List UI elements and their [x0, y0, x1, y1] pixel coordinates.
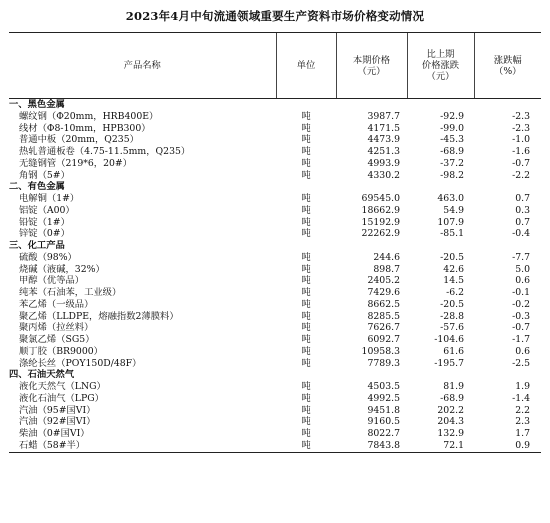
empty-cell	[276, 369, 336, 381]
table-row	[9, 134, 541, 146]
product-name-cell: 普通中板（20mm，Q235）	[19, 134, 139, 146]
unit-cell: 吨	[301, 134, 311, 146]
percent-cell: -1.7	[512, 334, 530, 345]
change-cell: -99.0	[440, 122, 464, 134]
product-name-cell: 柴油（0#国VI）	[19, 428, 90, 439]
percent-cell: 0.3	[515, 204, 530, 216]
empty-cell	[474, 369, 541, 381]
price-cell: 3987.7	[367, 110, 400, 122]
price-cell: 4251.3	[367, 146, 400, 157]
product-name-cell: 线材（Φ8-10mm，HPB300）	[19, 122, 151, 134]
product-name-cell: 甲醇（优等品）	[19, 275, 85, 287]
product-name-cell: 纯苯（石油苯，工业级）	[19, 287, 122, 298]
table-row	[9, 405, 541, 417]
percent-cell: -1.0	[512, 134, 530, 146]
table-header	[9, 33, 541, 99]
percent-cell: 1.7	[515, 428, 530, 439]
unit-cell: 吨	[301, 275, 311, 287]
unit-cell: 吨	[301, 146, 311, 157]
price-cell: 4503.5	[367, 381, 400, 392]
table-row	[9, 287, 541, 299]
percent-cell: 1.9	[515, 381, 530, 392]
product-name-cell: 液化天然气（LNG）	[19, 381, 106, 392]
percent-cell: -0.7	[512, 322, 530, 334]
price-cell: 9160.5	[367, 416, 400, 428]
table-row	[9, 252, 541, 264]
percent-cell: -2.5	[512, 357, 530, 369]
unit-cell: 吨	[301, 287, 311, 298]
empty-cell	[276, 240, 336, 252]
percent-cell: 0.6	[515, 275, 530, 287]
category-row	[9, 369, 541, 381]
product-name-cell: 汽油（95#国VI）	[19, 404, 96, 416]
empty-cell	[474, 99, 541, 111]
category-label: 三、化工产品	[9, 240, 65, 251]
percent-cell: 0.7	[515, 216, 530, 228]
table-row	[9, 358, 541, 370]
percent-cell: -0.1	[512, 287, 530, 298]
price-cell: 69545.0	[361, 193, 400, 204]
unit-cell: 吨	[301, 310, 311, 322]
table-row	[9, 111, 541, 123]
price-cell: 8285.5	[367, 310, 400, 322]
change-cell: -98.2	[440, 169, 464, 181]
price-cell: 4992.5	[367, 392, 400, 404]
unit-cell: 吨	[301, 416, 311, 428]
percent-cell: -2.3	[512, 122, 530, 134]
category-label: 二、有色金属	[9, 181, 65, 193]
price-cell: 9451.8	[367, 404, 400, 416]
percent-cell: -0.4	[512, 228, 530, 240]
product-name-cell: 聚丙烯（拉丝料）	[19, 322, 94, 334]
empty-cell	[474, 181, 541, 193]
category-row	[9, 181, 541, 193]
unit-cell: 吨	[301, 345, 311, 357]
category-label: 四、石油天然气	[9, 369, 75, 381]
percent-cell: 5.0	[515, 263, 530, 275]
change-cell: 204.3	[437, 416, 464, 428]
change-cell: -20.5	[440, 251, 464, 263]
table-row	[9, 205, 541, 217]
table-row	[9, 264, 541, 276]
empty-cell	[276, 181, 336, 193]
percent-cell: -2.2	[512, 169, 530, 181]
price-cell: 4330.2	[367, 169, 400, 181]
change-cell: -92.9	[440, 110, 464, 122]
product-name-cell: 螺纹钢（Φ20mm，HRB400E）	[19, 110, 159, 122]
table-row	[9, 228, 541, 240]
product-name-cell: 苯乙烯（一级品）	[19, 298, 94, 310]
price-cell: 4993.9	[367, 157, 400, 169]
unit-cell: 吨	[301, 298, 311, 310]
price-cell: 7843.8	[336, 440, 407, 452]
price-cell: 244.6	[373, 251, 400, 263]
table-row	[9, 346, 541, 358]
category-row	[9, 99, 541, 111]
change-cell: 107.9	[437, 216, 464, 228]
empty-cell	[474, 240, 541, 252]
unit-cell: 吨	[301, 334, 311, 345]
change-cell: 463.0	[437, 193, 464, 204]
change-cell: 61.6	[443, 345, 464, 357]
percent-cell: -1.4	[512, 392, 530, 404]
product-name-cell: 聚乙烯（LLDPE，熔融指数2薄膜料）	[19, 310, 179, 322]
category-row	[9, 240, 541, 252]
empty-cell	[336, 240, 407, 252]
unit-cell: 吨	[301, 216, 311, 228]
change-cell: -104.6	[434, 334, 464, 345]
change-cell: -68.9	[440, 146, 464, 157]
price-cell: 15192.9	[361, 216, 400, 228]
unit-cell: 吨	[301, 110, 311, 122]
empty-cell	[407, 240, 474, 252]
empty-cell	[407, 181, 474, 193]
change-cell: -28.8	[440, 310, 464, 322]
price-cell: 8662.5	[367, 298, 400, 310]
table-row	[9, 428, 541, 440]
percent-cell: -0.2	[512, 298, 530, 310]
product-name-cell: 液化石油气（LPG）	[19, 392, 104, 404]
product-name-cell: 汽油（92#国VI）	[19, 416, 96, 428]
change-cell: 42.6	[443, 263, 464, 275]
change-cell: 72.1	[407, 440, 474, 452]
table-row	[9, 193, 541, 205]
percent-cell: -2.3	[512, 110, 530, 122]
price-cell: 6092.7	[367, 334, 400, 345]
unit-cell: 吨	[301, 228, 311, 240]
table-row	[9, 322, 541, 334]
product-name-cell: 铅锭（1#）	[19, 216, 70, 228]
percent-cell: -0.7	[512, 157, 530, 169]
empty-cell	[276, 99, 336, 111]
table-body	[9, 99, 541, 453]
empty-cell	[336, 99, 407, 111]
table-row	[9, 416, 541, 428]
unit-cell: 吨	[301, 357, 311, 369]
product-name-cell: 热轧普通板卷（4.75-11.5mm，Q235）	[19, 146, 191, 157]
price-cell: 7626.7	[367, 322, 400, 334]
price-cell: 898.7	[373, 263, 400, 275]
header-unit: 单位	[276, 33, 336, 99]
product-name-cell: 角钢（5#）	[19, 169, 70, 181]
unit-cell: 吨	[276, 440, 336, 452]
change-cell: 202.2	[437, 404, 464, 416]
price-cell: 10958.3	[361, 345, 400, 357]
price-cell: 4473.9	[367, 134, 400, 146]
product-name-cell: 顺丁胶（BR9000）	[19, 345, 103, 357]
percent-cell: -0.3	[512, 310, 530, 322]
unit-cell: 吨	[301, 381, 311, 392]
table-row	[9, 123, 541, 135]
change-cell: 54.9	[443, 204, 464, 216]
table-row	[9, 311, 541, 323]
percent-cell: -1.6	[512, 146, 530, 157]
table-row	[9, 170, 541, 182]
table-row	[9, 299, 541, 311]
unit-cell: 吨	[301, 392, 311, 404]
unit-cell: 吨	[301, 428, 311, 439]
table-row	[9, 146, 541, 158]
empty-cell	[407, 369, 474, 381]
product-name-cell: 电解铜（1#）	[19, 193, 80, 204]
unit-cell: 吨	[301, 404, 311, 416]
header-current-price: 本期价格 （元）	[336, 33, 407, 99]
price-cell: 8022.7	[367, 428, 400, 439]
product-name-cell: 涤纶长丝（POY150D/48F）	[19, 357, 142, 369]
unit-cell: 吨	[301, 204, 311, 216]
table-row	[9, 217, 541, 229]
product-name-cell: 石蜡（58#半）	[9, 440, 276, 452]
product-name-cell: 锌锭（0#）	[19, 228, 70, 240]
price-table	[9, 32, 541, 453]
percent-cell: 0.7	[515, 193, 530, 204]
table-row	[9, 393, 541, 405]
document-title: 2023年4月中旬流通领域重要生产资料市场价格变动情况	[125, 9, 425, 23]
price-cell: 7429.6	[367, 287, 400, 298]
percent-cell: 0.6	[515, 345, 530, 357]
table-row	[9, 158, 541, 170]
empty-cell	[336, 369, 407, 381]
change-cell: -68.9	[440, 392, 464, 404]
change-cell: -85.1	[440, 228, 464, 240]
empty-cell	[336, 181, 407, 193]
price-cell: 2405.2	[367, 275, 400, 287]
table-row	[9, 440, 541, 452]
unit-cell: 吨	[301, 322, 311, 334]
unit-cell: 吨	[301, 157, 311, 169]
empty-cell	[407, 99, 474, 111]
change-cell: -57.6	[440, 322, 464, 334]
product-name-cell: 硫酸（98%）	[19, 251, 77, 263]
percent-cell: 2.2	[515, 404, 530, 416]
change-cell: -195.7	[434, 357, 464, 369]
header-change-percent: 涨跌幅 （%）	[474, 33, 541, 99]
change-cell: -20.5	[440, 298, 464, 310]
unit-cell: 吨	[301, 122, 311, 134]
price-cell: 7789.3	[367, 357, 400, 369]
change-cell: 14.5	[443, 275, 464, 287]
price-cell: 4171.5	[367, 122, 400, 134]
change-cell: -45.3	[440, 134, 464, 146]
price-cell: 18662.9	[361, 204, 400, 216]
product-name-cell: 无缝钢管（219*6，20#）	[19, 157, 133, 169]
change-cell: 132.9	[437, 428, 464, 439]
change-cell: 81.9	[443, 381, 464, 392]
table-row	[9, 275, 541, 287]
header-price-change: 比上期 价格涨跌 （元）	[407, 33, 474, 99]
unit-cell: 吨	[301, 193, 311, 204]
unit-cell: 吨	[301, 263, 311, 275]
category-label: 一、黑色金属	[9, 99, 65, 110]
table-row	[9, 381, 541, 393]
unit-cell: 吨	[301, 169, 311, 181]
price-cell: 22262.9	[361, 228, 400, 240]
percent-cell: 0.9	[474, 440, 541, 452]
unit-cell: 吨	[301, 251, 311, 263]
table-row	[9, 334, 541, 346]
percent-cell: -7.7	[512, 251, 530, 263]
header-product-name: 产品名称	[9, 33, 276, 99]
product-name-cell: 烧碱（液碱，32%）	[19, 263, 105, 275]
percent-cell: 2.3	[515, 416, 530, 428]
product-name-cell: 铝锭（A00）	[19, 204, 75, 216]
product-name-cell: 聚氯乙烯（SG5）	[19, 334, 95, 345]
change-cell: -37.2	[440, 157, 464, 169]
change-cell: -6.2	[446, 287, 464, 298]
